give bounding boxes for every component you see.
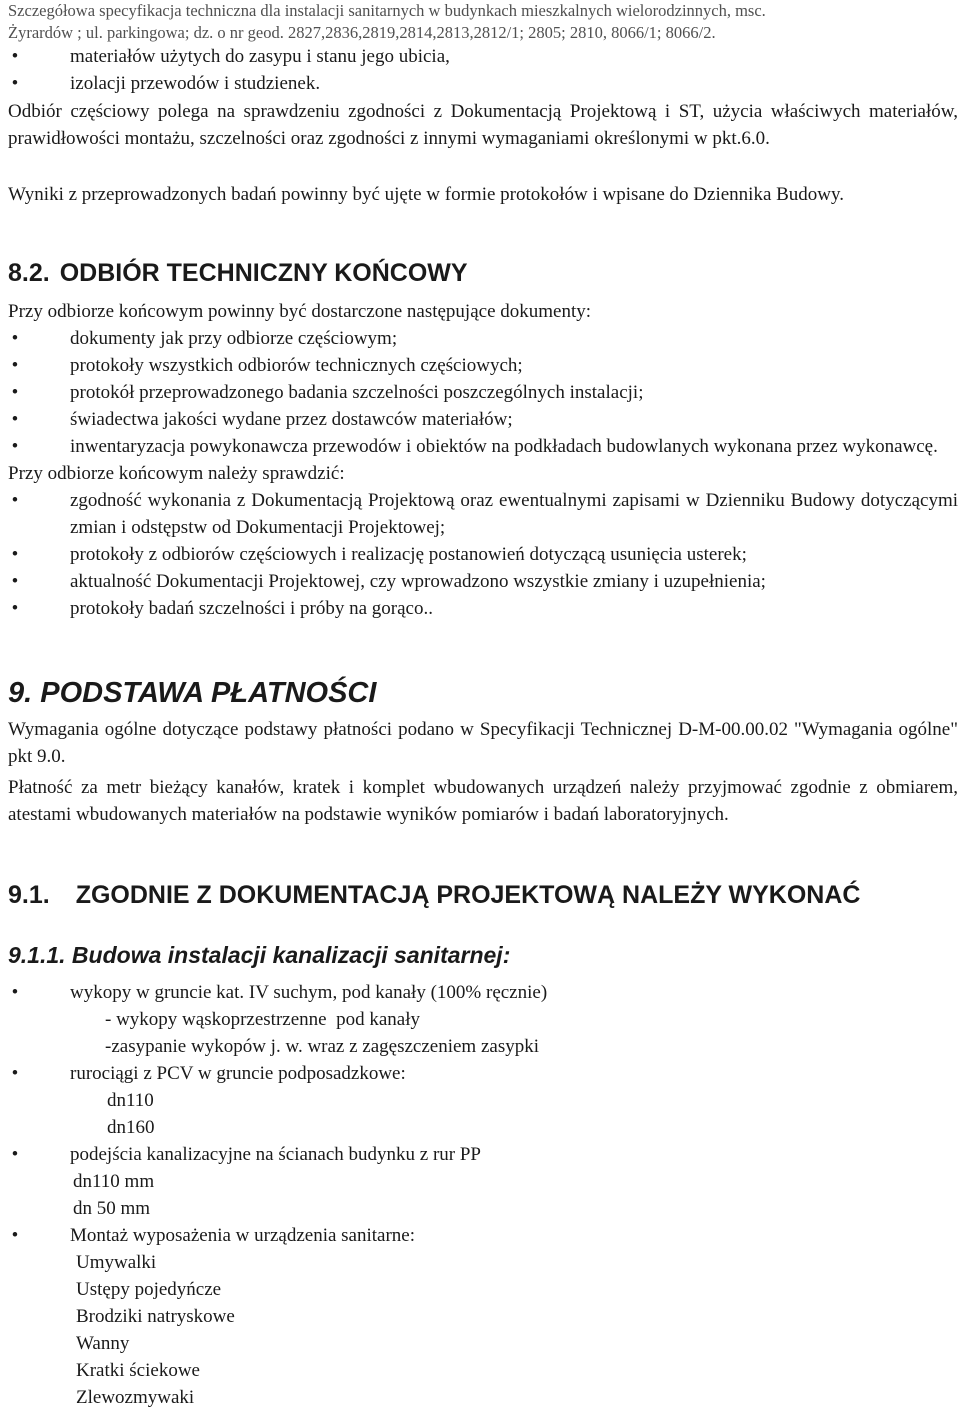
bullet-icon: • [11, 490, 19, 511]
list-item: • inwentaryzacja powykonawcza przewodów i obiektów na podkładach budowlanych wykonana przez wykonawcę. [8, 433, 958, 460]
section-heading-9-1-1: 9.1.1. Budowa instalacji kanalizacji sanitarnej: [8, 942, 511, 968]
bullet-icon: • [11, 46, 19, 67]
works-list [8, 979, 958, 1411]
list-item: • dokumenty jak przy odbiorze częściowym; [8, 325, 958, 352]
list-item: • protokół przeprowadzonego badania szczelności poszczególnych instalacji; [8, 379, 958, 406]
header-line-1: Szczegółowa specyfikacja techniczna dla instalacji sanitarnych w budynkach mieszkalnych wielorodzinnych, msc. [8, 1, 766, 20]
list-item: • protokoły badań szczelności i próby na gorąco.. [8, 595, 958, 622]
paragraph-results: Wyniki z przeprowadzonych badań powinny być ujęte w formie protokołów i wpisane do Dziennika Budowy. [8, 184, 845, 205]
section-8-2-body [8, 298, 958, 622]
bullet-icon: • [11, 355, 19, 376]
sub-item: Ustępy pojedyńcze [76, 1279, 222, 1300]
bullet-icon: • [11, 436, 19, 457]
paragraph-partial-acceptance: Odbiór częściowy polega na sprawdzeniu zgodności z Dokumentacją Projektową i ST, użycia właściwych materiałów, prawidłowości montażu, szczelności oraz zgodności z innymi wymaganiami określonymi w pkt.6.0. [8, 101, 958, 149]
bullet-icon: • [11, 328, 19, 349]
bullet-icon: • [11, 409, 19, 430]
bullet-icon: • [11, 1225, 19, 1246]
bullet-icon: • [11, 598, 19, 619]
bullet-icon: • [11, 1063, 19, 1084]
header-line-2: Żyrardów ; ul. parkingowa; dz. o nr geod. 2827,2836,2819,2814,2813,2812/1; 2805; 2810, 8066/1; 8066/2. [8, 23, 716, 42]
list-item: • aktualność Dokumentacji Projektowej, czy wprowadzono wszystkie zmiany i uzupełnienia; [8, 568, 958, 595]
sub-item: Wanny [76, 1333, 130, 1354]
bullet-icon: • [11, 382, 19, 403]
sub-item: Brodziki natryskowe [76, 1306, 235, 1327]
sub-item: Umywalki [76, 1252, 157, 1273]
section-heading-8-2: 8.2. ODBIÓR TECHNICZNY KOŃCOWY [8, 259, 468, 287]
bullet-icon: • [11, 982, 19, 1003]
top-bullet-list [8, 43, 958, 97]
page-header [0, 0, 766, 44]
sub-item: dn 50 mm [73, 1198, 151, 1219]
bullet-icon: • [11, 1144, 19, 1165]
sub-item: - wykopy wąskoprzestrzenne pod kanały [105, 1009, 420, 1030]
sub-item: -zasypanie wykopów j. w. wraz z zagęszczeniem zasypki [105, 1036, 539, 1057]
list-item: • podejścia kanalizacyjne na ścianach budynku z rur PP [8, 1141, 958, 1168]
section-9-para-2: Płatność za metr bieżący kanałów, kratek i komplet wbudowanych urządzeń należy przyjmować zgodnie z obmiarem, atestami wbudowanych materiałów na podstawie wyników pomiarów i badań laboratoryjnych. [8, 777, 958, 825]
section-heading-9: 9. PODSTAWA PŁATNOŚCI [8, 677, 377, 709]
list-item: • materiałów użytych do zasypu i stanu jego ubicia, [8, 43, 958, 70]
sub-item: dn160 [107, 1117, 155, 1138]
list-item: • świadectwa jakości wydane przez dostawców materiałów; [8, 406, 958, 433]
bullet-icon: • [11, 544, 19, 565]
list-item: • protokoły wszystkich odbiorów technicznych częściowych; [8, 352, 958, 379]
list-item: • wykopy w gruncie kat. IV suchym, pod kanały (100% ręcznie) [8, 979, 958, 1006]
list-item: • protokoły z odbiorów częściowych i realizację postanowień dotyczącą usunięcia usterek; [8, 541, 958, 568]
sub-item: dn110 mm [73, 1171, 155, 1192]
list-item: • izolacji przewodów i studzienek. [8, 70, 958, 97]
section-heading-9-1: 9.1. ZGODNIE Z DOKUMENTACJĄ PROJEKTOWĄ NALEŻY WYKONAĆ [8, 881, 861, 909]
intro-text: Przy odbiorze końcowym powinny być dostarczone następujące dokumenty: [8, 301, 592, 322]
sub-item: dn110 [107, 1090, 154, 1111]
intro-text-2: Przy odbiorze końcowym należy sprawdzić: [8, 463, 345, 484]
sub-item: Zlewozmywaki [76, 1387, 195, 1408]
bullet-icon: • [11, 571, 19, 592]
sub-item: Kratki ściekowe [76, 1360, 200, 1381]
list-item: • rurociągi z PCV w gruncie podposadzkowe: [8, 1060, 958, 1087]
list-item: • Montaż wyposażenia w urządzenia sanitarne: [8, 1222, 958, 1249]
bullet-icon: • [11, 73, 19, 94]
list-item: • zgodność wykonania z Dokumentacją Projektową oraz ewentualnymi zapisami w Dzienniku Budowy dotyczącymi zmian i odstępstw od Dokumentacji Projektowej; [8, 487, 958, 541]
section-9-para-1: Wymagania ogólne dotyczące podstawy płatności podano w Specyfikacji Technicznej D-M-00.00.02 "Wymagania ogólne" pkt 9.0. [8, 719, 958, 767]
